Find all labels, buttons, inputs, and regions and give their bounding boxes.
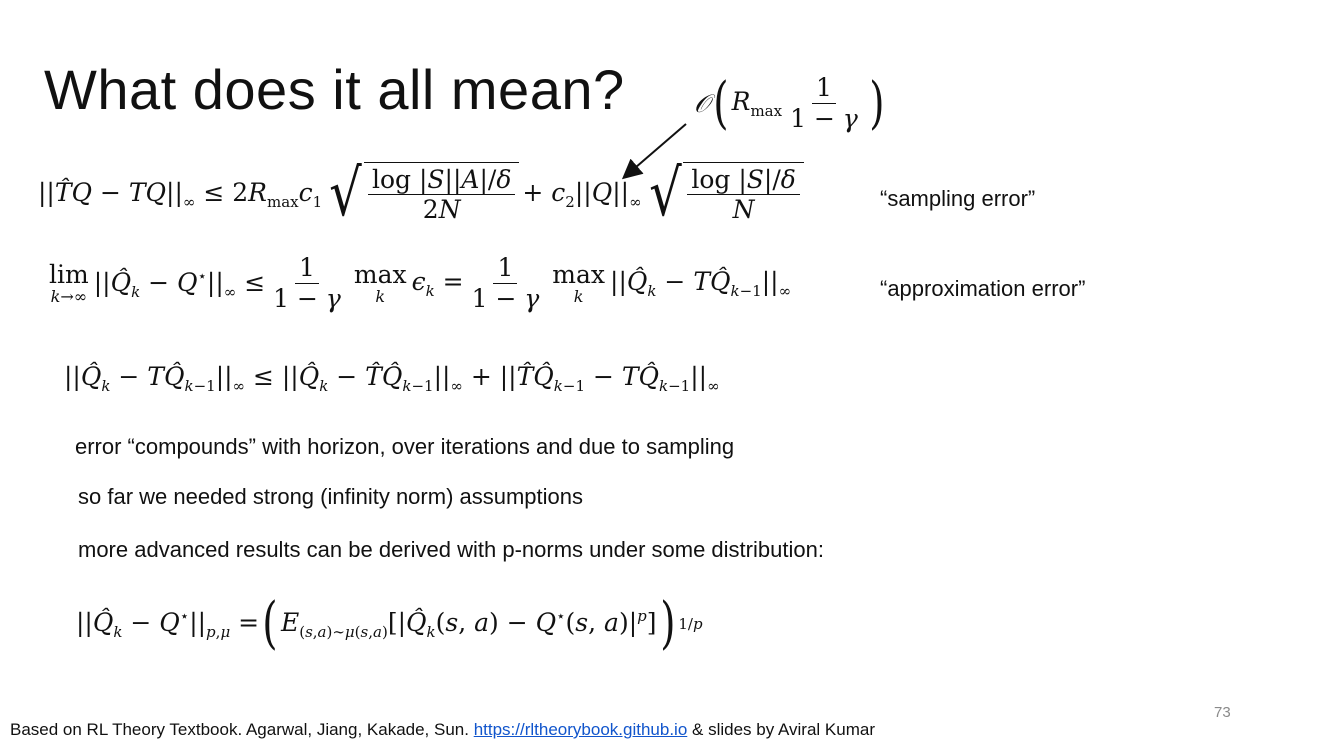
rl-theory-book-link[interactable]: https://rltheorybook.github.io bbox=[473, 720, 688, 739]
sampling-error-label: “sampling error” bbox=[880, 186, 1036, 211]
sampling-error-equation: ||T̂Q − $TQ||_\infty \le 2R_{max}c_1$ √ $\frac{\log |S||A|/\delta}{2N}$ + $c_2||Q||_\infty$ √ $\frac{\log |S|/\delta}{N}$ bbox=[38, 162, 807, 226]
approximation-error-equation: lim k→∞ $||Q̂_k - Q^⋆||_\infty$ ≤ $\frac{1}{1 - \gamma}$ max k $\epsilon_k$ = $\frac{1}{1 - \gamma}$ max k $||Q̂_k$ − $TQ̂_{k-1}||_\infty$ bbox=[49, 253, 792, 313]
page-number: 73 bbox=[1214, 704, 1231, 721]
slide-title: What does it all mean? bbox=[44, 58, 625, 121]
big-o-annotation: 𝒪 ( $R_{max}$ $\frac{1}{1 - \gamma}$ ) bbox=[694, 70, 885, 136]
bullet-infinity-norm: so far we needed strong (infinity norm) assumptions bbox=[78, 484, 584, 509]
approximation-error-label: “approximation error” bbox=[880, 276, 1086, 301]
bullet-compounding: error “compounds” with horizon, over iterations and due to sampling bbox=[75, 434, 735, 459]
footer-prefix: Based on RL Theory Textbook. Agarwal, Jiang, Kakade, Sun. bbox=[10, 720, 474, 739]
p-norm-equation: $||Q̂_k - Q^⋆||_{p,\mu}$ = ( $E_{(s,a)\sim\mu(s,a)}[|Q̂_k(s$, a) − Q⋆(s, $a)|^p$] ) 1/p bbox=[76, 591, 703, 656]
bullet-p-norms: more advanced results can be derived with p-norms under some distribution: bbox=[78, 537, 824, 562]
footer-citation bbox=[10, 720, 875, 740]
footer-suffix: & slides by Aviral Kumar bbox=[687, 720, 875, 739]
triangle-inequality-equation: $||Q̂_k$ − $TQ̂_{k-1}||_\infty$ ≤ $||Q̂_k$ − $T̂Q̂_{k-1}||_\infty$ + $||T̂Q̂_{k-1}$ − $TQ̂_{k-1}||_\infty$ bbox=[64, 362, 720, 395]
